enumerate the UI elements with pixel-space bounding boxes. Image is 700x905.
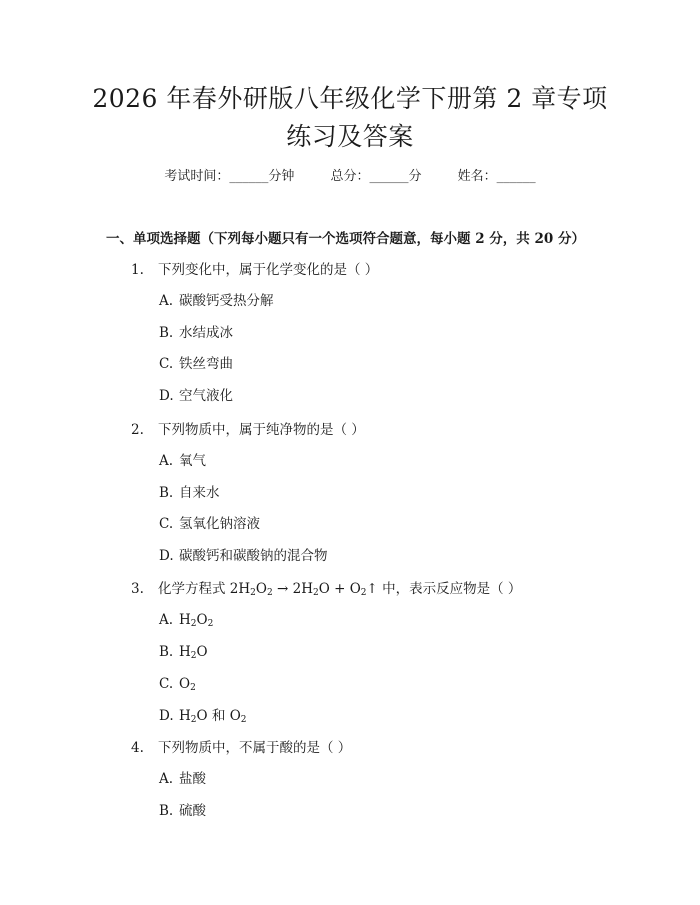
question-4 xyxy=(131,738,351,758)
question-text-prefix: 化学方程式 xyxy=(158,581,230,597)
section-heading: 一、单项选择题（下列每小题只有一个选项符合题意，每小题 2 分，共 20 分） xyxy=(106,231,585,247)
question-text: 下列物质中，不属于酸的是（ ） xyxy=(158,740,352,756)
question-number: 4. xyxy=(131,740,144,756)
total-score-field: 总分：______分 xyxy=(330,169,422,184)
question-3 xyxy=(131,579,521,599)
page-title-line2: 练习及答案 xyxy=(286,122,414,151)
page-title-line1: 2026 年春外研版八年级化学下册第 2 章专项 xyxy=(92,84,608,113)
question-number: 3. xyxy=(131,581,144,597)
q1-option-b: B. 水结成冰 xyxy=(159,325,233,341)
q3-option-b: B. $H_2O$ xyxy=(159,644,208,661)
question-text-suffix: 中，表示反应物是（ ） xyxy=(377,581,522,597)
question-2 xyxy=(131,420,365,440)
q2-option-a: A. 氧气 xyxy=(159,453,206,469)
q3-option-d: D. $H_2O$ 和 $O_2$ xyxy=(159,708,247,725)
chemical-equation: $2H_2O_2 \to 2H_2O$ + $O_2↑$ xyxy=(229,581,378,598)
q1-option-c: C. 铁丝弯曲 xyxy=(159,356,233,372)
q3-option-c: C. $O_2$ xyxy=(159,676,196,693)
question-text: 下列物质中，属于纯净物的是（ ） xyxy=(158,422,365,438)
question-text: 下列变化中，属于化学变化的是（ ） xyxy=(158,262,379,278)
q4-option-b: B. 硫酸 xyxy=(159,803,206,819)
exam-meta xyxy=(0,167,700,187)
q2-option-b: B. 自来水 xyxy=(159,485,220,501)
q1-option-d: D. 空气液化 xyxy=(159,388,233,404)
arrow-icon: → xyxy=(277,581,289,597)
q2-option-d: D. 碳酸钙和碳酸钠的混合物 xyxy=(159,548,328,564)
q4-option-a: A. 盐酸 xyxy=(159,771,206,787)
q1-option-a: A. 碳酸钙受热分解 xyxy=(159,293,274,309)
question-1 xyxy=(131,260,378,280)
q2-option-c: C. 氢氧化钠溶液 xyxy=(159,516,260,532)
q3-option-a: A. $H_2O_2$ xyxy=(159,612,214,629)
exam-time-field: 考试时间：______分钟 xyxy=(164,169,295,184)
question-number: 1. xyxy=(131,262,144,278)
gas-arrow-icon: ↑ xyxy=(366,581,378,597)
name-field: 姓名：______ xyxy=(457,169,536,184)
question-number: 2. xyxy=(131,422,144,438)
